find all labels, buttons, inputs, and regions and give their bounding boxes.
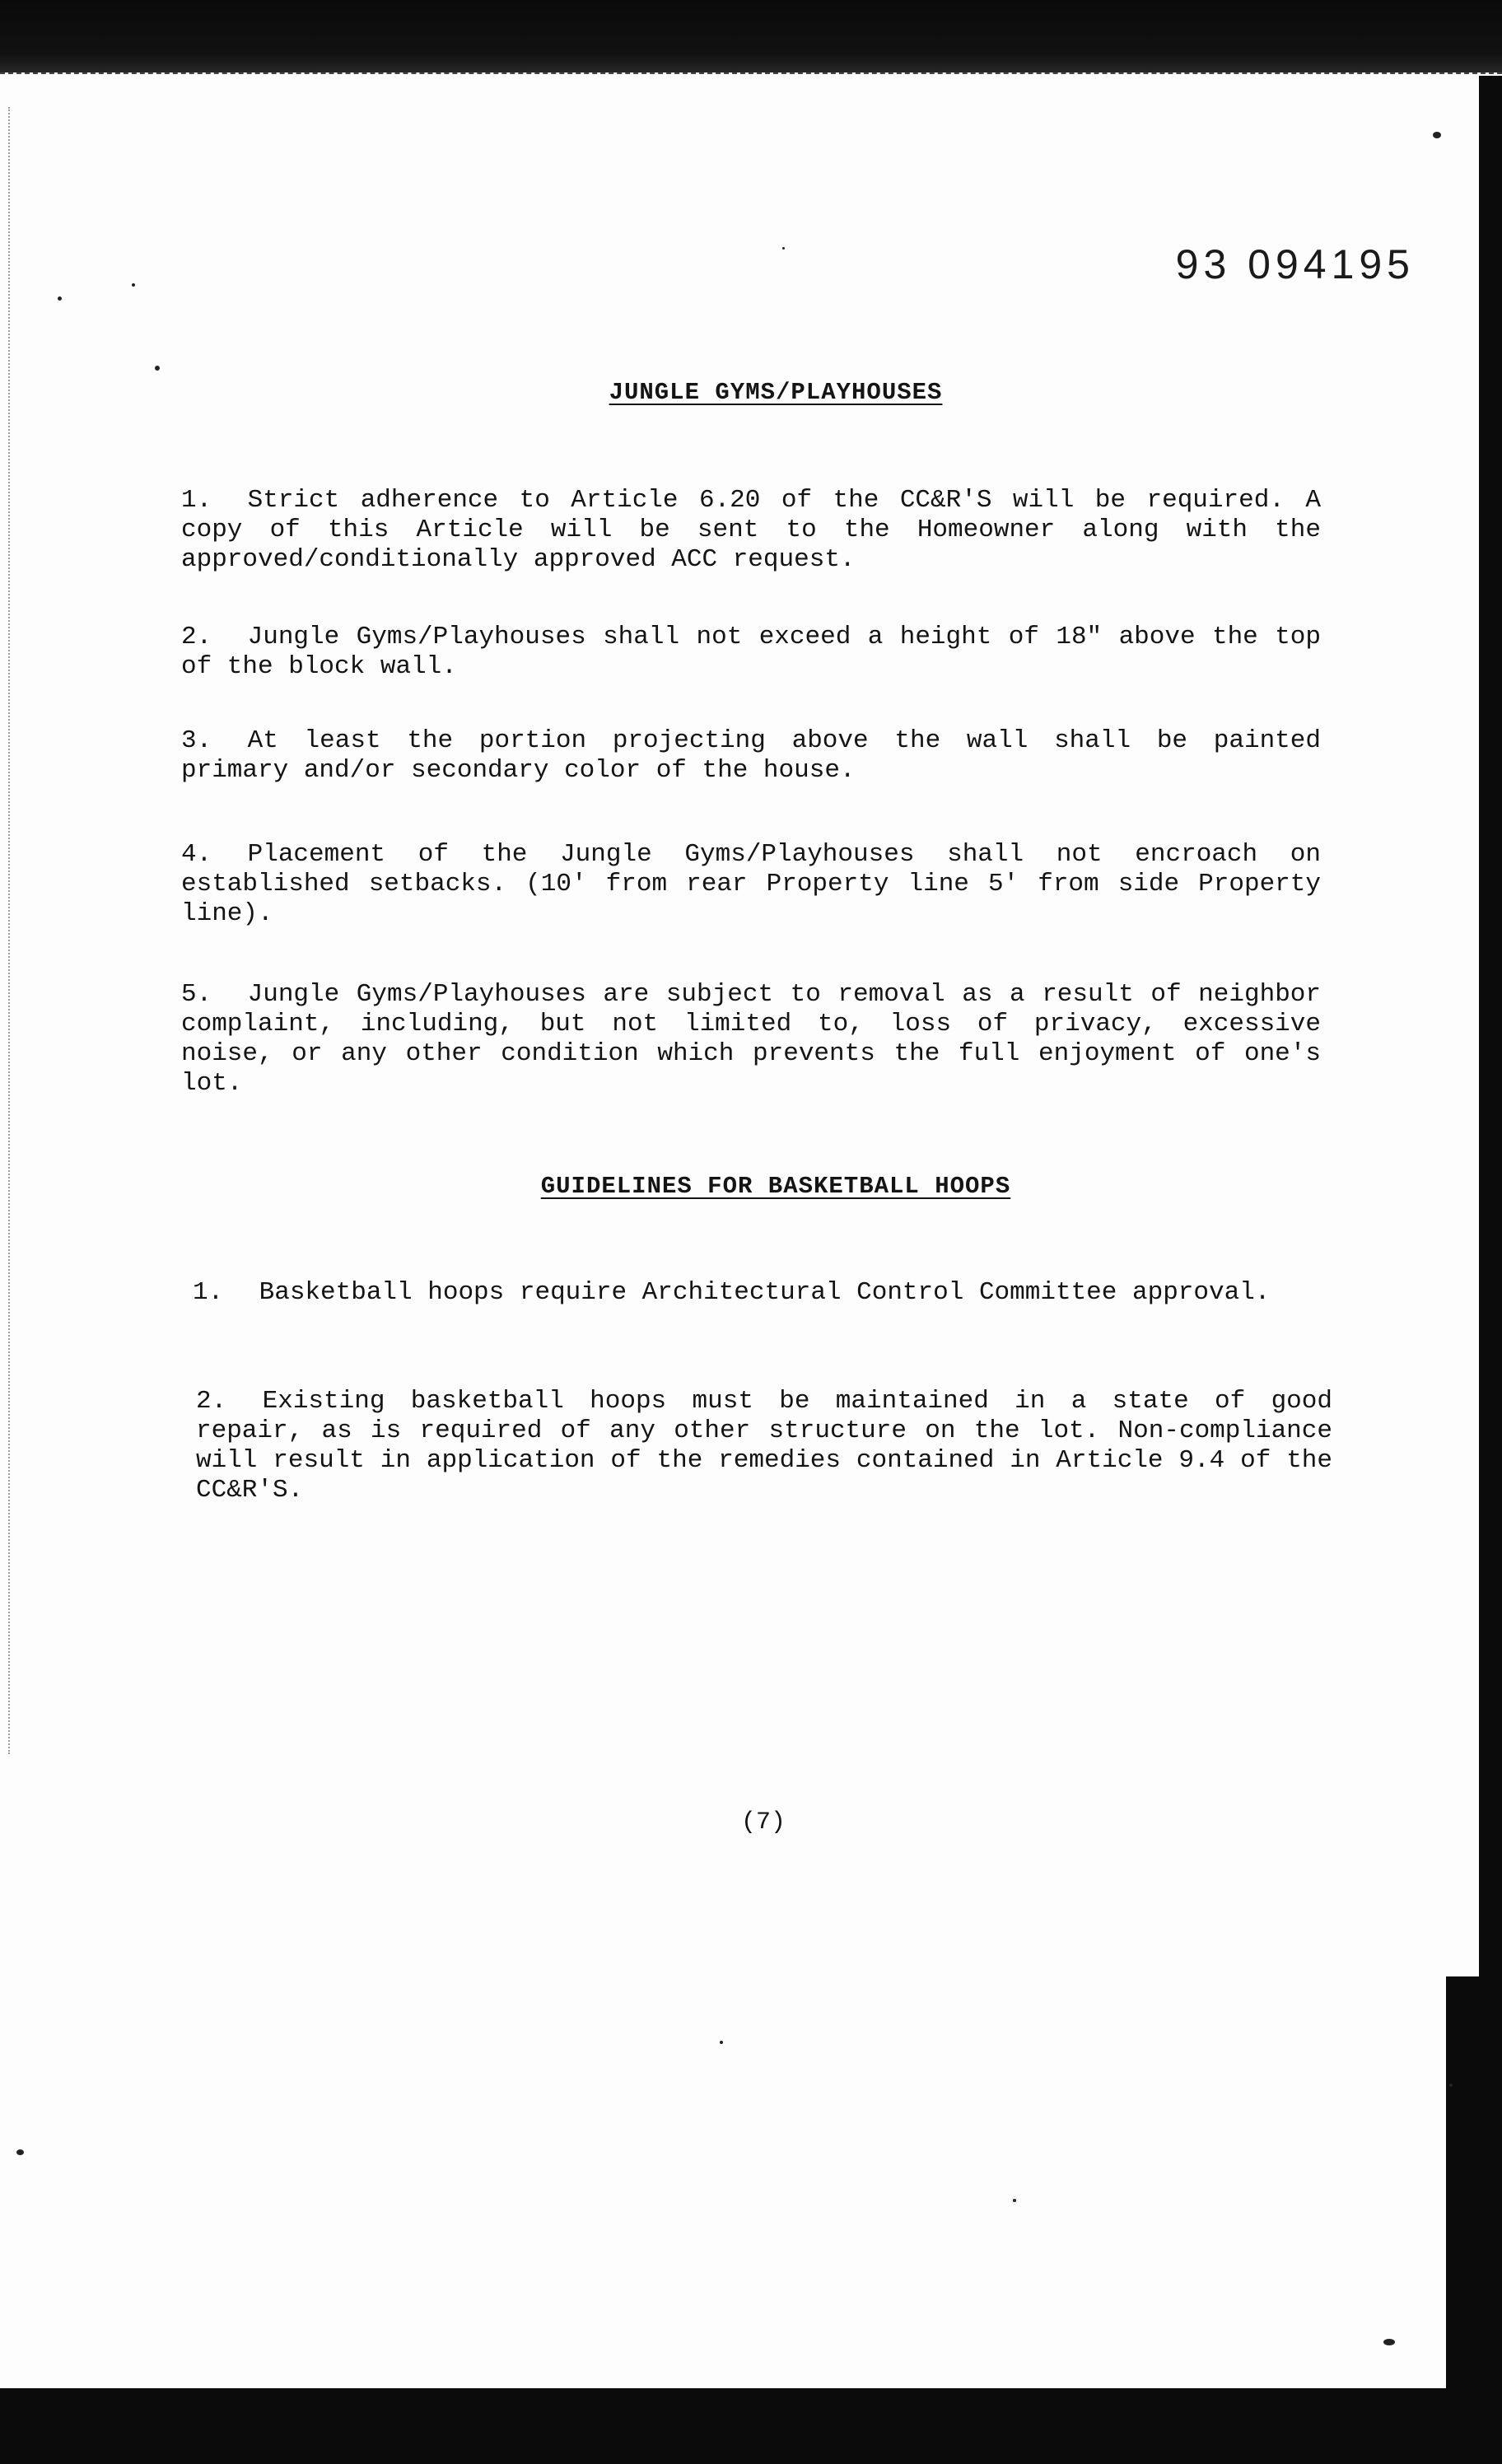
page-number: (7) xyxy=(740,1808,786,1836)
scan-speck xyxy=(155,366,160,371)
item-text: Existing basketball hoops must be maintained in a state of good repair, as is required of any other structure on the lot. Non-compliance will result in application of the remedies contained in Article 9.4 of the CC&R'S. xyxy=(196,1387,1332,1505)
scan-bottom-border xyxy=(0,2388,1502,2464)
scan-speck xyxy=(1383,2339,1395,2345)
item-number: 1. xyxy=(181,486,212,515)
scan-speck xyxy=(16,2149,24,2155)
item-number: 1. xyxy=(193,1278,224,1307)
item-number: 2. xyxy=(181,623,212,651)
item-text: Placement of the Jungle Gyms/Playhouses shall not encroach on established setbacks. (10' from rear Property line 5' from side Property line). xyxy=(181,840,1321,928)
scan-right-notch xyxy=(1446,1976,1479,2438)
section-heading-basketball-hoops: GUIDELINES FOR BASKETBALL HOOPS xyxy=(540,1173,1011,1200)
scan-speck xyxy=(782,247,785,250)
item-number: 5. xyxy=(181,980,212,1009)
item-text: At least the portion projecting above the wall shall be painted primary and/or secondary color of the house. xyxy=(181,726,1321,785)
basketball-item-2 xyxy=(196,1387,1332,1505)
scan-speck xyxy=(58,296,62,301)
basketball-item-1 xyxy=(193,1278,1327,1308)
item-text: Strict adherence to Article 6.20 of the CC&R'S will be required. A copy of this Article will be sent to the Homeowner along with the approved/conditionally approved ACC request. xyxy=(181,486,1321,574)
item-number: 4. xyxy=(181,840,212,869)
scan-speck xyxy=(1433,132,1441,138)
jungle-item-3 xyxy=(181,726,1321,786)
item-number: 3. xyxy=(181,726,212,755)
scan-speck xyxy=(132,283,135,287)
jungle-item-1 xyxy=(181,486,1321,575)
item-number: 2. xyxy=(196,1387,227,1416)
scan-right-border xyxy=(1479,76,1502,2464)
item-text: Basketball hoops require Architectural Control Committee approval. xyxy=(259,1278,1271,1307)
scan-speck xyxy=(720,2041,723,2044)
scan-speck xyxy=(1449,2084,1453,2087)
scan-speck xyxy=(1013,2199,1016,2202)
item-text: Jungle Gyms/Playhouses are subject to removal as a result of neighbor complaint, including, but not limited to, loss of privacy, excessive noise, or any other condition which prevents the full enjoyment of one's lot. xyxy=(181,980,1321,1098)
jungle-item-5 xyxy=(181,980,1321,1099)
jungle-item-2 xyxy=(181,623,1321,682)
section-heading-jungle-gyms: JUNGLE GYMS/PLAYHOUSES xyxy=(609,379,943,406)
item-text: Jungle Gyms/Playhouses shall not exceed a height of 18" above the top of the block wall. xyxy=(181,623,1321,681)
document-number: 93 094195 xyxy=(1175,241,1415,287)
scan-top-border xyxy=(0,0,1502,76)
scan-top-edge xyxy=(0,72,1502,86)
scan-left-edge xyxy=(8,107,12,1754)
jungle-item-4 xyxy=(181,840,1321,929)
